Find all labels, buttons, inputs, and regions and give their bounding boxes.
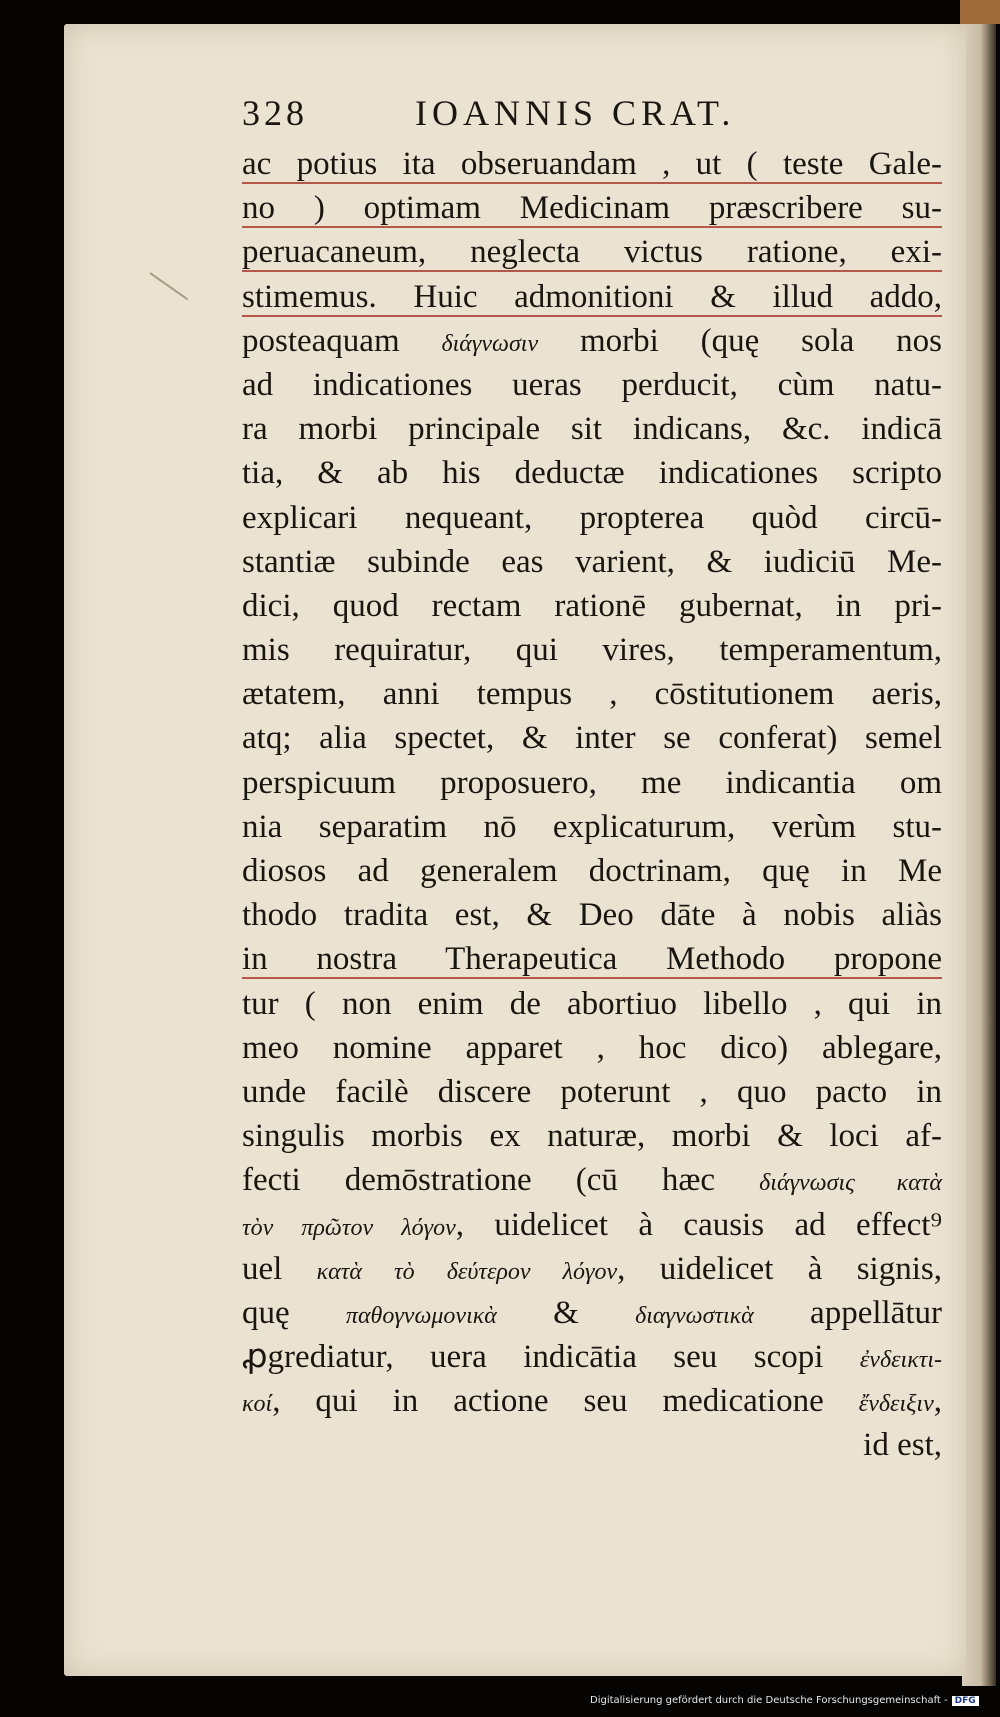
- text-line: [242, 849, 942, 893]
- text-line: [242, 1423, 942, 1467]
- greek-word: διάγνωσις κατὰ: [759, 1170, 942, 1197]
- greek-word: ἐνδεικτι-: [859, 1347, 942, 1374]
- latin-text: fecti demōstratione (cū hæc: [242, 1162, 760, 1199]
- greek-word: παθογνωμονικὰ: [345, 1302, 497, 1329]
- text-line: [242, 1247, 942, 1291]
- text-line: [242, 1203, 942, 1247]
- digitization-credit: [590, 1695, 979, 1706]
- text-line: [242, 319, 942, 363]
- line-content: in nostra Therapeutica Methodo propone: [242, 941, 942, 978]
- line-content: atq; alia spectet, & inter se conferat) semel: [242, 720, 942, 757]
- line-content: [242, 1295, 942, 1331]
- line-content: explicari nequeant, propterea quòd circū-: [242, 499, 942, 536]
- line-content: thodo tradita est, & Deo dāte à nobis aliàs: [242, 897, 942, 934]
- latin-text: appellātur: [753, 1294, 942, 1331]
- latin-text: ꝓgrediatur, uera indicātia seu scopi: [242, 1339, 860, 1376]
- line-content: [242, 1162, 942, 1198]
- line-content: stantiæ subinde eas varient, & iudiciū Me-: [242, 543, 942, 580]
- line-content: dici, quod rectam rationē gubernat, in pri-: [242, 587, 942, 624]
- text-line: [242, 1026, 942, 1070]
- line-content: no ) optimam Medicinam præscribere su-: [242, 190, 942, 227]
- line-content: ra morbi principale sit indicans, &c. indicā: [242, 411, 942, 448]
- text-line: [242, 982, 942, 1026]
- text-line: [242, 937, 942, 981]
- text-line: [242, 540, 942, 584]
- latin-text: ,: [933, 1383, 942, 1420]
- greek-word: κατὰ τὸ δεύτερον λόγον: [316, 1258, 618, 1285]
- text-line: [242, 230, 942, 274]
- text-line: [242, 672, 942, 716]
- text-line: [242, 1291, 942, 1335]
- line-content: singulis morbis ex naturæ, morbi & loci af-: [242, 1118, 942, 1155]
- line-content: mis requiratur, qui vires, temperamentum,: [242, 632, 942, 669]
- latin-text: , uidelicet à signis,: [617, 1250, 942, 1287]
- text-line: [242, 451, 942, 495]
- text-line: [242, 1114, 942, 1158]
- line-content: [242, 1383, 942, 1419]
- line-content: peruacaneum, neglecta victus ratione, exi-: [242, 234, 942, 271]
- latin-text: uel: [242, 1250, 317, 1287]
- line-content: stimemus. Huic admonitioni & illud addo,: [242, 278, 942, 315]
- line-content: tur ( non enim de abortiuo libello , qui in: [242, 985, 942, 1022]
- text-line: [242, 628, 942, 672]
- greek-word: κοί: [242, 1391, 273, 1418]
- line-content: [242, 1339, 942, 1375]
- page-header: [242, 92, 942, 140]
- text-line: [242, 584, 942, 628]
- latin-text: , qui in actione seu medicatione: [272, 1383, 859, 1420]
- body-text: [242, 142, 942, 1468]
- text-line: [242, 716, 942, 760]
- greek-word: τὸν πρῶτον λόγον: [242, 1214, 456, 1241]
- latin-text: , uidelicet à causis ad effect⁹: [455, 1206, 942, 1243]
- text-line: [242, 761, 942, 805]
- book-edge-corner: [960, 0, 1000, 24]
- latin-text: morbi (quę sola nos: [538, 322, 942, 359]
- latin-text: quę: [242, 1294, 346, 1331]
- page-number: 328: [242, 93, 308, 133]
- line-content: ad indicationes ueras perducit, cùm natu-: [242, 366, 942, 403]
- book-edge: [962, 16, 996, 1686]
- text-line: [242, 407, 942, 451]
- text-line: [242, 805, 942, 849]
- line-content: meo nomine apparet , hoc dico) ablegare,: [242, 1029, 942, 1066]
- text-line: [242, 1379, 942, 1423]
- credit-text: Digitalisierung gefördert durch die Deutsche Forschungsgemeinschaft -: [590, 1695, 948, 1706]
- text-line: [242, 363, 942, 407]
- line-content: id est,: [863, 1427, 942, 1464]
- line-content: diosos ad generalem doctrinam, quę in Me: [242, 853, 942, 889]
- line-content: [242, 323, 942, 359]
- line-content: unde facilè discere poterunt , quo pacto in: [242, 1073, 942, 1110]
- line-content: [242, 1251, 942, 1287]
- greek-word: ἔνδειξιν: [858, 1391, 934, 1418]
- text-line: [242, 496, 942, 540]
- line-content: ac potius ita obseruandam , ut ( teste Gale-: [242, 146, 942, 182]
- text-line: [242, 142, 942, 186]
- line-content: tia, & ab his deductæ indicationes scripto: [242, 455, 942, 492]
- text-line: [242, 1335, 942, 1379]
- text-line: [242, 1070, 942, 1114]
- running-head: IOANNIS CRAT.: [415, 93, 736, 133]
- text-line: [242, 893, 942, 937]
- latin-text: posteaquam: [242, 322, 442, 359]
- latin-text: &: [496, 1294, 636, 1331]
- greek-word: διάγνωσιν: [441, 330, 539, 357]
- text-line: [242, 275, 942, 319]
- dfg-logo: DFG: [952, 1696, 979, 1706]
- line-content: ætatem, anni tempus , cōstitutionem aeris,: [242, 676, 942, 713]
- line-content: [242, 1207, 942, 1243]
- line-content: nia separatim nō explicaturum, verùm stu-: [242, 808, 942, 845]
- greek-word: διαγνωστικὰ: [635, 1302, 754, 1329]
- text-line: [242, 186, 942, 230]
- text-line: [242, 1158, 942, 1202]
- line-content: perspicuum proposuero, me indicantia om: [242, 764, 942, 801]
